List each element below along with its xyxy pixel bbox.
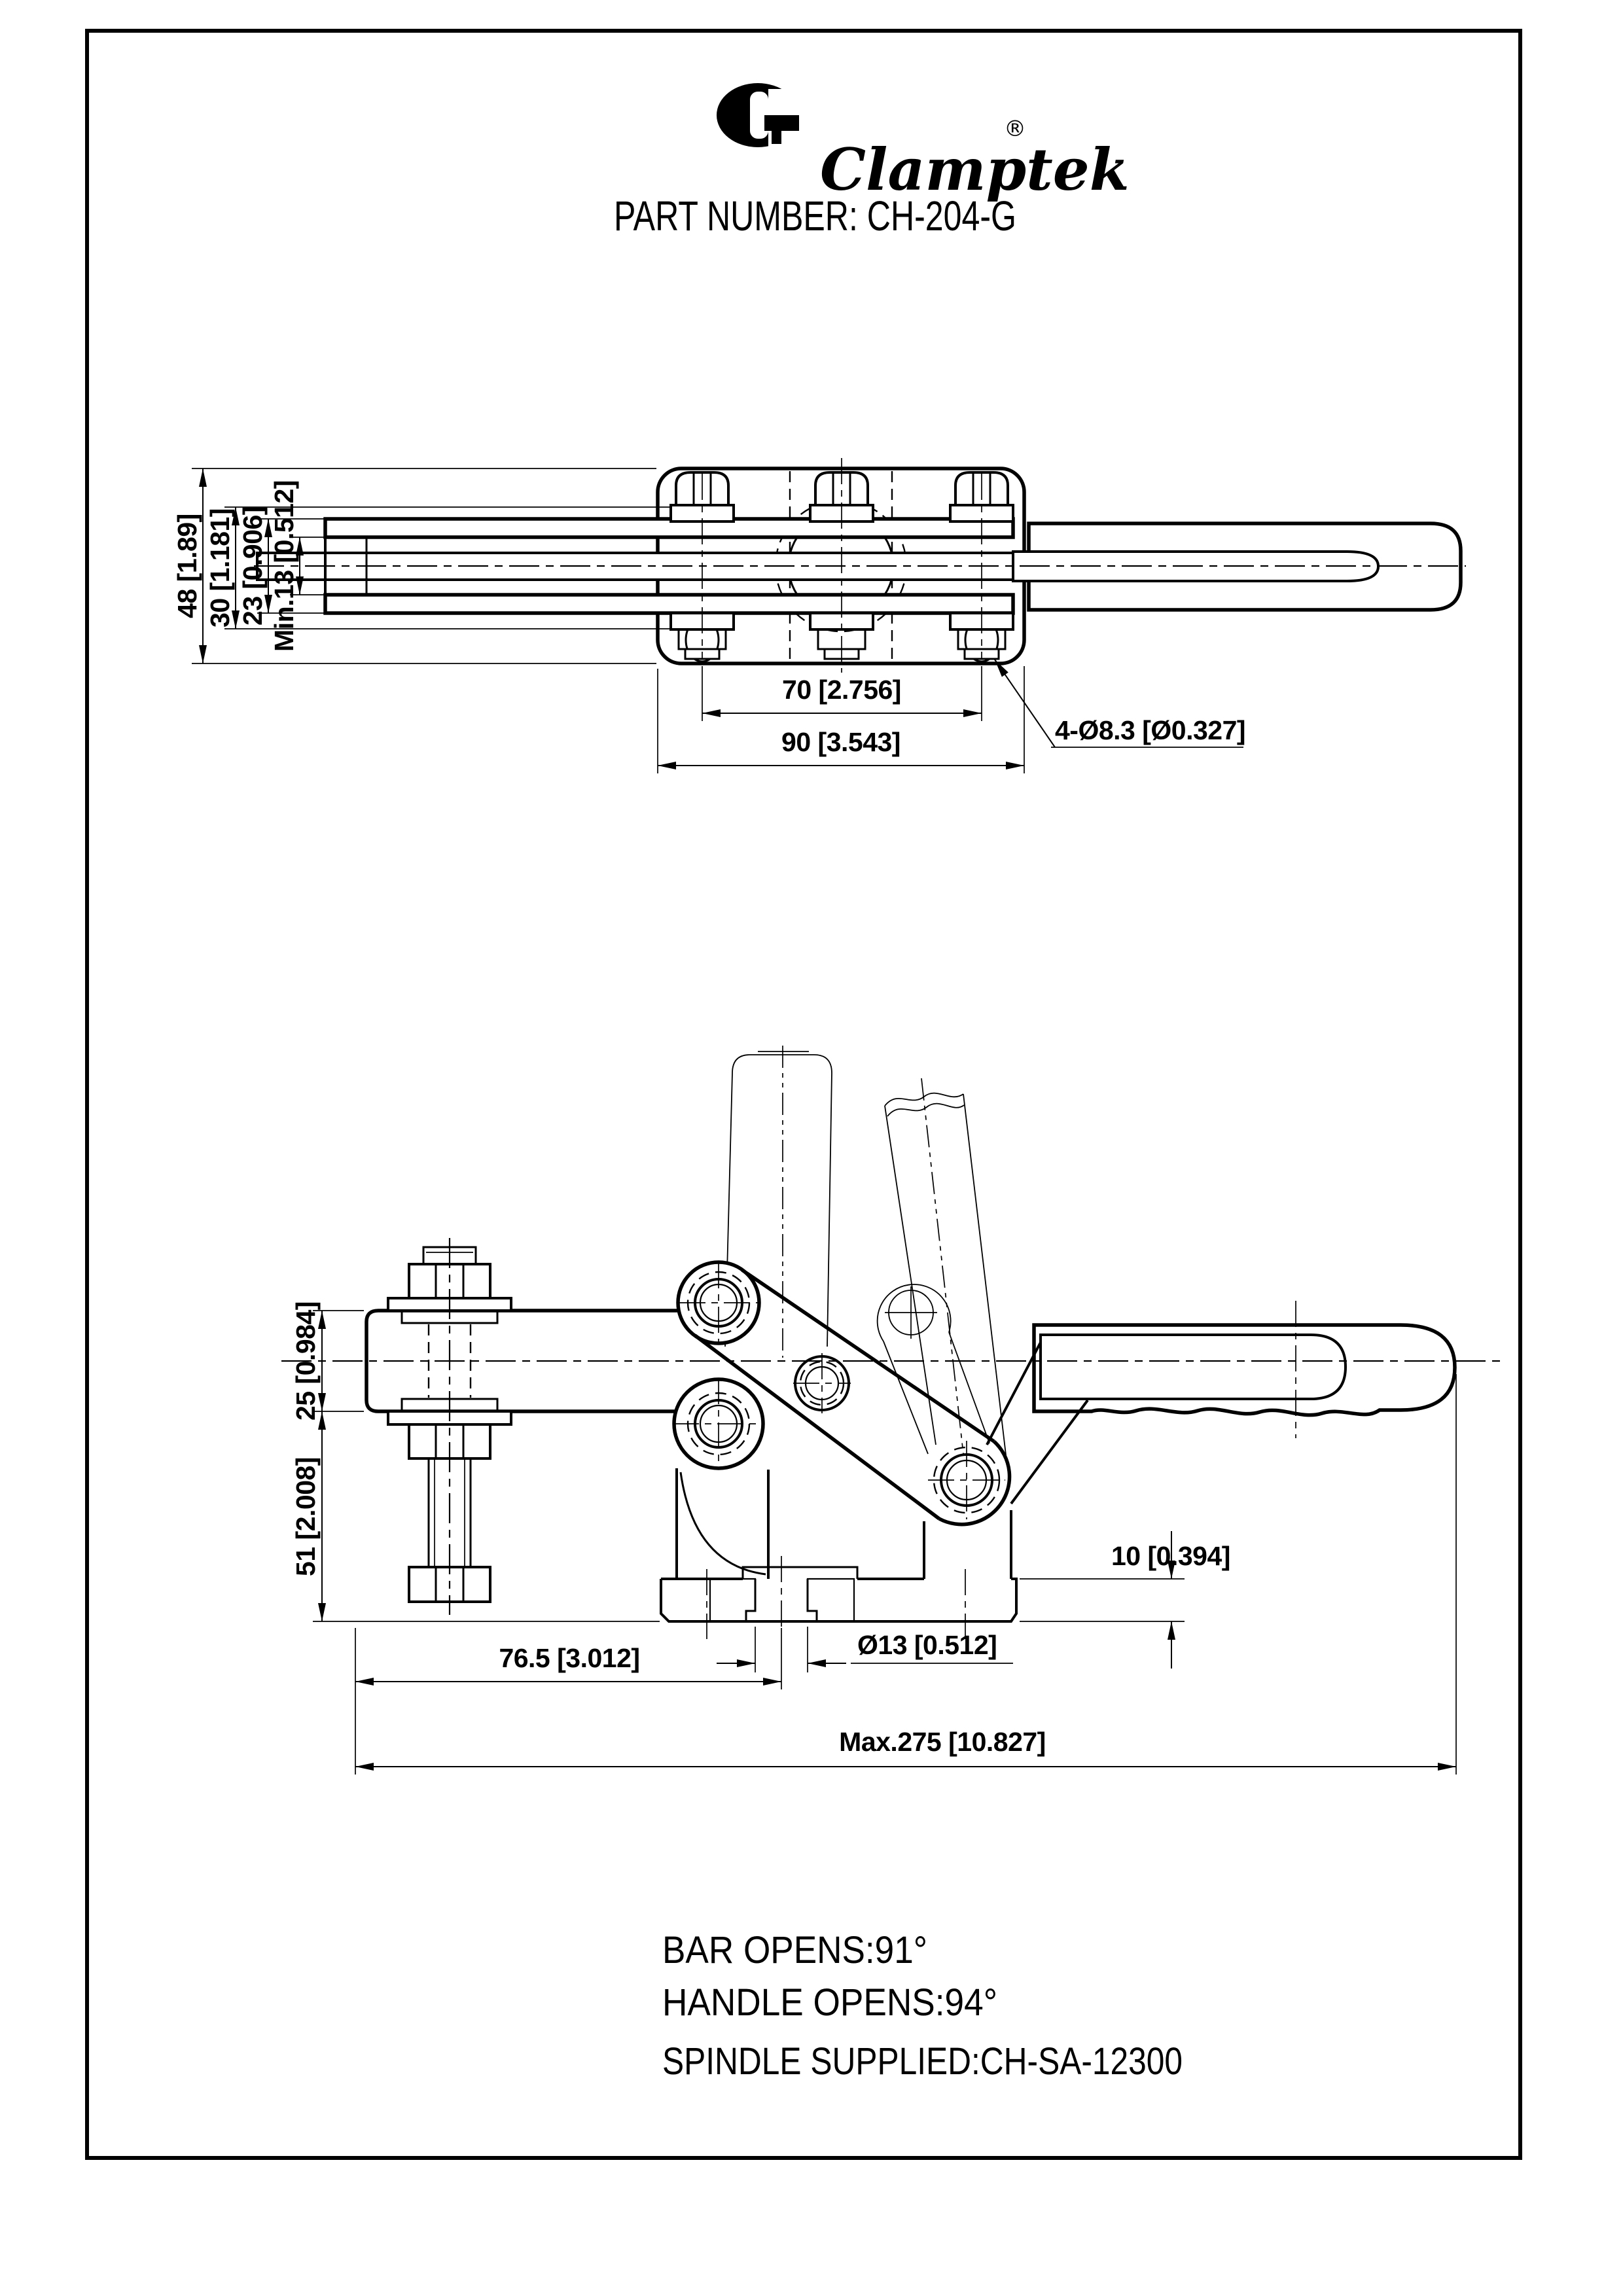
clamptek-logo-icon	[717, 83, 802, 149]
open-position-phantom	[725, 1046, 1007, 1477]
dim-bar-height: 25 [0.984]	[291, 1301, 321, 1421]
base-section-hatch	[808, 1579, 854, 1621]
dim-bar-span: 23 [0.906]	[238, 506, 268, 626]
clamp-bar-prong	[325, 519, 1013, 537]
dim-overall-height: 48 [1.89]	[172, 514, 202, 618]
registered-mark: ®	[1004, 116, 1026, 142]
sheet-border	[87, 31, 1520, 2158]
base-slab	[661, 1579, 1016, 1621]
dim-clearance: 51 [2.008]	[291, 1457, 321, 1576]
dim-overall-length: Max.275 [10.827]	[839, 1727, 1046, 1757]
dim-base-hole: Ø13 [0.512]	[857, 1630, 997, 1660]
top-view	[172, 458, 1466, 773]
dim-base-width: 90 [3.543]	[781, 727, 901, 757]
dim-washer-span: 30 [1.181]	[205, 508, 235, 627]
note-spindle-supplied: SPINDLE SUPPLIED:CH-SA-12300	[662, 2040, 1183, 2083]
dim-slot: Min.13 [0.512]	[269, 480, 299, 652]
note-bar-opens: BAR OPENS:91°	[662, 1929, 927, 1971]
part-number-line: PART NUMBER: CH-204-G	[614, 192, 1016, 239]
base-section-hatch	[710, 1579, 755, 1621]
brand-name: Clamptek	[820, 135, 1130, 203]
brand-logo	[717, 83, 1130, 203]
dim-spindle-offset: 76.5 [3.012]	[499, 1643, 640, 1673]
base-upright	[677, 1468, 768, 1579]
side-view	[281, 1046, 1505, 1775]
dim-hole-spacing: 70 [2.756]	[782, 675, 901, 705]
dim-base-height: 10 [0.394]	[1111, 1541, 1230, 1571]
notes	[662, 1929, 1183, 2083]
clamp-bar-prong	[325, 595, 1013, 613]
spindle-assembly	[388, 1238, 511, 1615]
label-mount-holes: 4-Ø8.3 [Ø0.327]	[1055, 715, 1246, 745]
handle-bar-side	[1041, 1335, 1346, 1399]
note-handle-opens: HANDLE OPENS:94°	[662, 1981, 997, 2024]
